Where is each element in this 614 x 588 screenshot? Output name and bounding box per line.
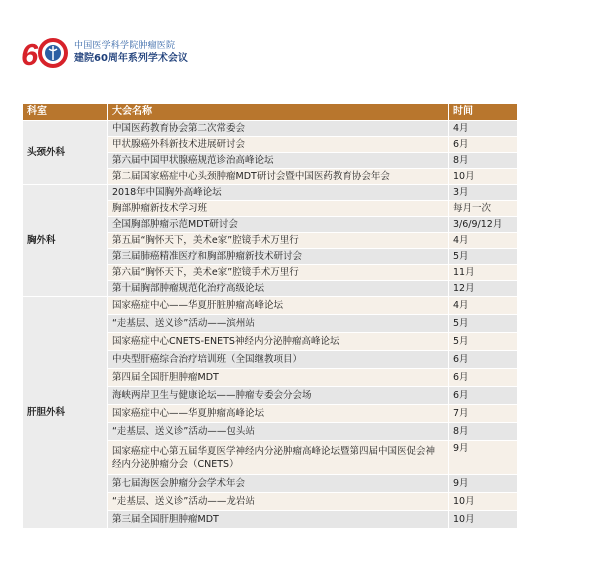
- conference-name-cell: 2018年中国胸外高峰论坛: [108, 185, 449, 201]
- conference-name-cell: 第四届全国肝胆肿瘤MDT: [108, 369, 449, 387]
- conference-name-cell: “走基层、送义诊”活动——包头站: [108, 423, 449, 441]
- column-header-time: 时间: [449, 104, 518, 121]
- conference-schedule-table: [22, 103, 518, 529]
- conference-name-cell: 国家癌症中心——华夏肿瘤高峰论坛: [108, 405, 449, 423]
- time-cell: 10月: [449, 493, 518, 511]
- conference-name-cell: 第六届“胸怀天下，美术e家”腔镜手术万里行: [108, 265, 449, 281]
- time-cell: 每月一次: [449, 201, 518, 217]
- column-header-conference: 大会名称: [108, 104, 449, 121]
- logo-text: [74, 41, 188, 65]
- time-cell: 8月: [449, 153, 518, 169]
- conference-name-cell: 国家癌症中心第五届华夏医学神经内分泌肿瘤高峰论坛暨第四届中国医促会神经内分泌肿瘤分会（CNETS）: [108, 441, 449, 475]
- svg-text:6: 6: [21, 37, 39, 70]
- time-cell: 5月: [449, 249, 518, 265]
- time-cell: 5月: [449, 333, 518, 351]
- time-cell: 6月: [449, 387, 518, 405]
- time-cell: 4月: [449, 297, 518, 315]
- time-cell: 6月: [449, 351, 518, 369]
- table-row: [23, 121, 518, 137]
- time-cell: 9月: [449, 475, 518, 493]
- conference-name-cell: 第三届肺癌精准医疗和胸部肿瘤新技术研讨会: [108, 249, 449, 265]
- conference-name-cell: 第七届海医会肿瘤分会学术年会: [108, 475, 449, 493]
- conference-name-cell: 第三届全国肝胆肿瘤MDT: [108, 511, 449, 529]
- time-cell: 9月: [449, 441, 518, 475]
- time-cell: 8月: [449, 423, 518, 441]
- time-cell: 7月: [449, 405, 518, 423]
- conference-name-cell: “走基层、送义诊”活动——滨州站: [108, 315, 449, 333]
- table-body: [23, 121, 518, 529]
- conference-name-cell: 第十届胸部肿瘤规范化治疗高级论坛: [108, 281, 449, 297]
- time-cell: 4月: [449, 233, 518, 249]
- time-cell: 11月: [449, 265, 518, 281]
- table-row: [23, 297, 518, 315]
- conference-name-cell: 第二届国家癌症中心头颈肿瘤MDT研讨会暨中国医药教育协会年会: [108, 169, 449, 185]
- hospital-60-logo: [20, 36, 70, 70]
- conference-name-cell: “走基层、送义诊”活动——龙岩站: [108, 493, 449, 511]
- time-cell: 4月: [449, 121, 518, 137]
- institution-name: 中国医学科学院肿瘤医院: [74, 41, 176, 51]
- table-header-row: [23, 104, 518, 121]
- table-row: [23, 185, 518, 201]
- column-header-dept: 科室: [23, 104, 108, 121]
- series-title: 建院60周年系列学术会议: [74, 53, 188, 64]
- time-cell: 3/6/9/12月: [449, 217, 518, 233]
- conference-name-cell: 第五届“胸怀天下，美术e家”腔镜手术万里行: [108, 233, 449, 249]
- conference-name-cell: 中国医药教育协会第二次常委会: [108, 121, 449, 137]
- conference-name-cell: 海峡两岸卫生与健康论坛——肿瘤专委会分会场: [108, 387, 449, 405]
- time-cell: 6月: [449, 369, 518, 387]
- conference-name-cell: 全国胸部肿瘤示范MDT研讨会: [108, 217, 449, 233]
- time-cell: 10月: [449, 169, 518, 185]
- time-cell: 6月: [449, 137, 518, 153]
- conference-name-cell: 甲状腺癌外科新技术进展研讨会: [108, 137, 449, 153]
- conference-name-cell: 胸部肿瘤新技术学习班: [108, 201, 449, 217]
- conference-name-cell: 中央型肝癌综合治疗培训班（全国继教项目）: [108, 351, 449, 369]
- time-cell: 5月: [449, 315, 518, 333]
- dept-cell: 肝胆外科: [23, 297, 108, 529]
- conference-name-cell: 国家癌症中心CNETS-ENETS神经内分泌肿瘤高峰论坛: [108, 333, 449, 351]
- conference-name-cell: 国家癌症中心——华夏肝脏肿瘤高峰论坛: [108, 297, 449, 315]
- conference-name-cell: 第六届中国甲状腺癌规范诊治高峰论坛: [108, 153, 449, 169]
- time-cell: 3月: [449, 185, 518, 201]
- time-cell: 10月: [449, 511, 518, 529]
- dept-cell: 头颈外科: [23, 121, 108, 185]
- dept-cell: 胸外科: [23, 185, 108, 297]
- time-cell: 12月: [449, 281, 518, 297]
